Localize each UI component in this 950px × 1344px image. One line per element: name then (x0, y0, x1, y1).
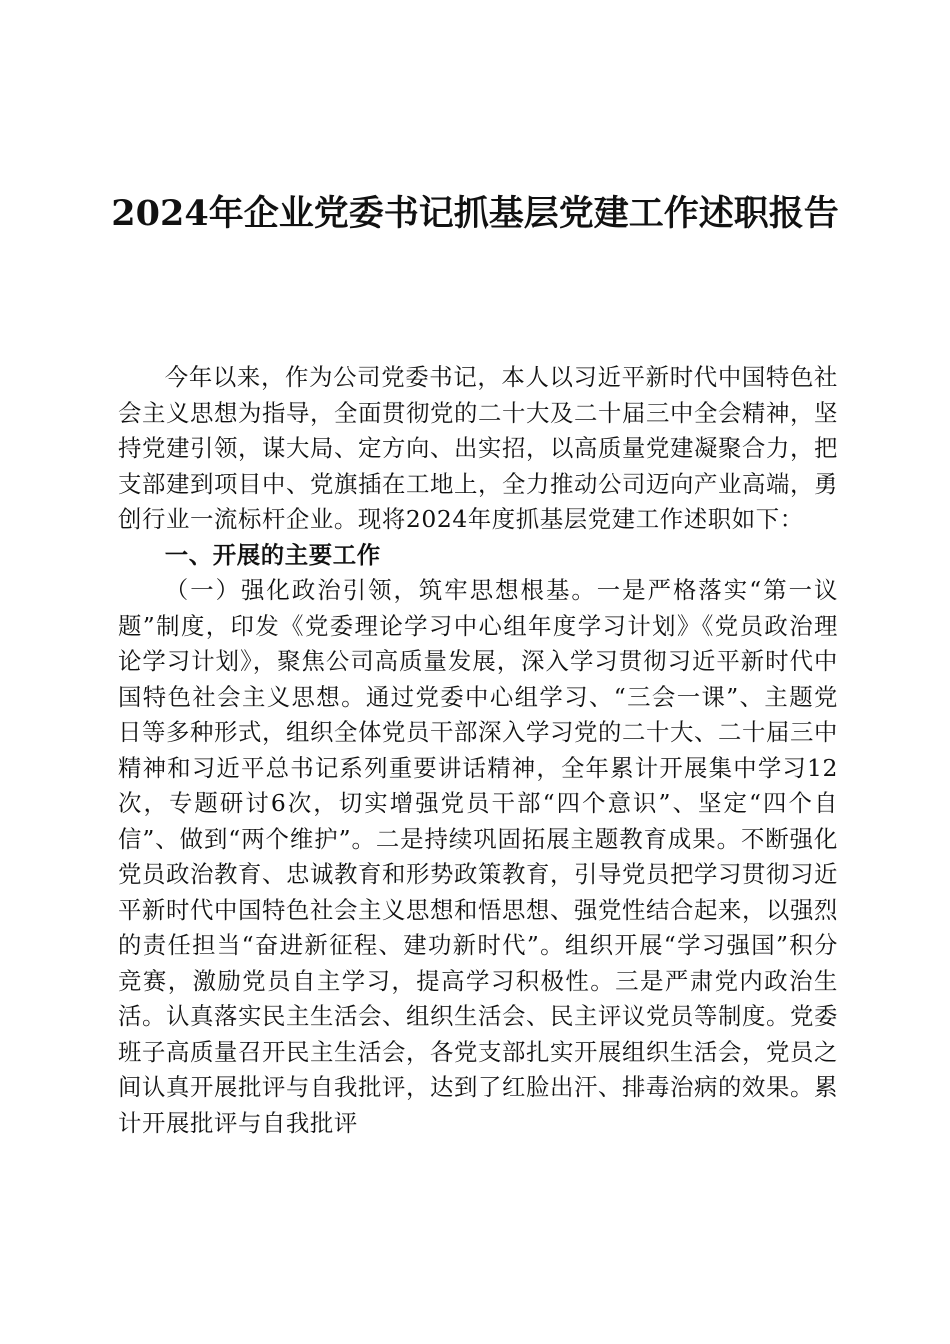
section-heading-main-work: 一、开展的主要工作 (164, 540, 381, 569)
document-body (118, 360, 838, 1141)
document-title: 2024年企业党委书记抓基层党建工作述职报告 (111, 193, 839, 234)
intro-paragraph: 今年以来，作为公司党委书记，本人以习近平新时代中国特色社会主义思想为指导，全面贯彻党的二十大及二十届三中全会精神，坚持党建引领，谋大局、定方向、出实招，以高质量党建凝聚合力，把支部建到项目中、党旗插在工地上，全力推动公司迈向产业高端，勇创行业一流标杆企业。现将2024年度抓基层党建工作述职如下： (118, 363, 838, 533)
section-paragraph-political-leadership: （一）强化政治引领，筑牢思想根基。一是严格落实“第一议题”制度，印发《党委理论学习中心组年度学习计划》《党员政治理论学习计划》，聚焦公司高质量发展，深入学习贯彻习近平新时代中国特色社会主义思想。通过党委中心组学习、“三会一课”、主题党日等多种形式，组织全体党员干部深入学习党的二十大、二十届三中精神和习近平总书记系列重要讲话精神，全年累计开展集中学习12次，专题研讨6次，切实增强党员干部“四个意识”、坚定“四个自信”、做到“两个维护”。二是持续巩固拓展主题教育成果。不断强化党员政治教育、忠诚教育和形势政策教育，引导党员把学习贯彻习近平新时代中国特色社会主义思想和悟思想、强党性结合起来，以强烈的责任担当“奋进新征程、建功新时代”。组织开展“学习强国”积分竞赛，激励党员自主学习，提高学习积极性。三是严肃党内政治生活。认真落实民主生活会、组织生活会、民主评议党员等制度。党委班子高质量召开民主生活会，各党支部扎实开展组织生活会，党员之间认真开展批评与自我批评，达到了红脸出汗、排毒治病的效果。累计开展批评与自我批评 (118, 576, 838, 1137)
